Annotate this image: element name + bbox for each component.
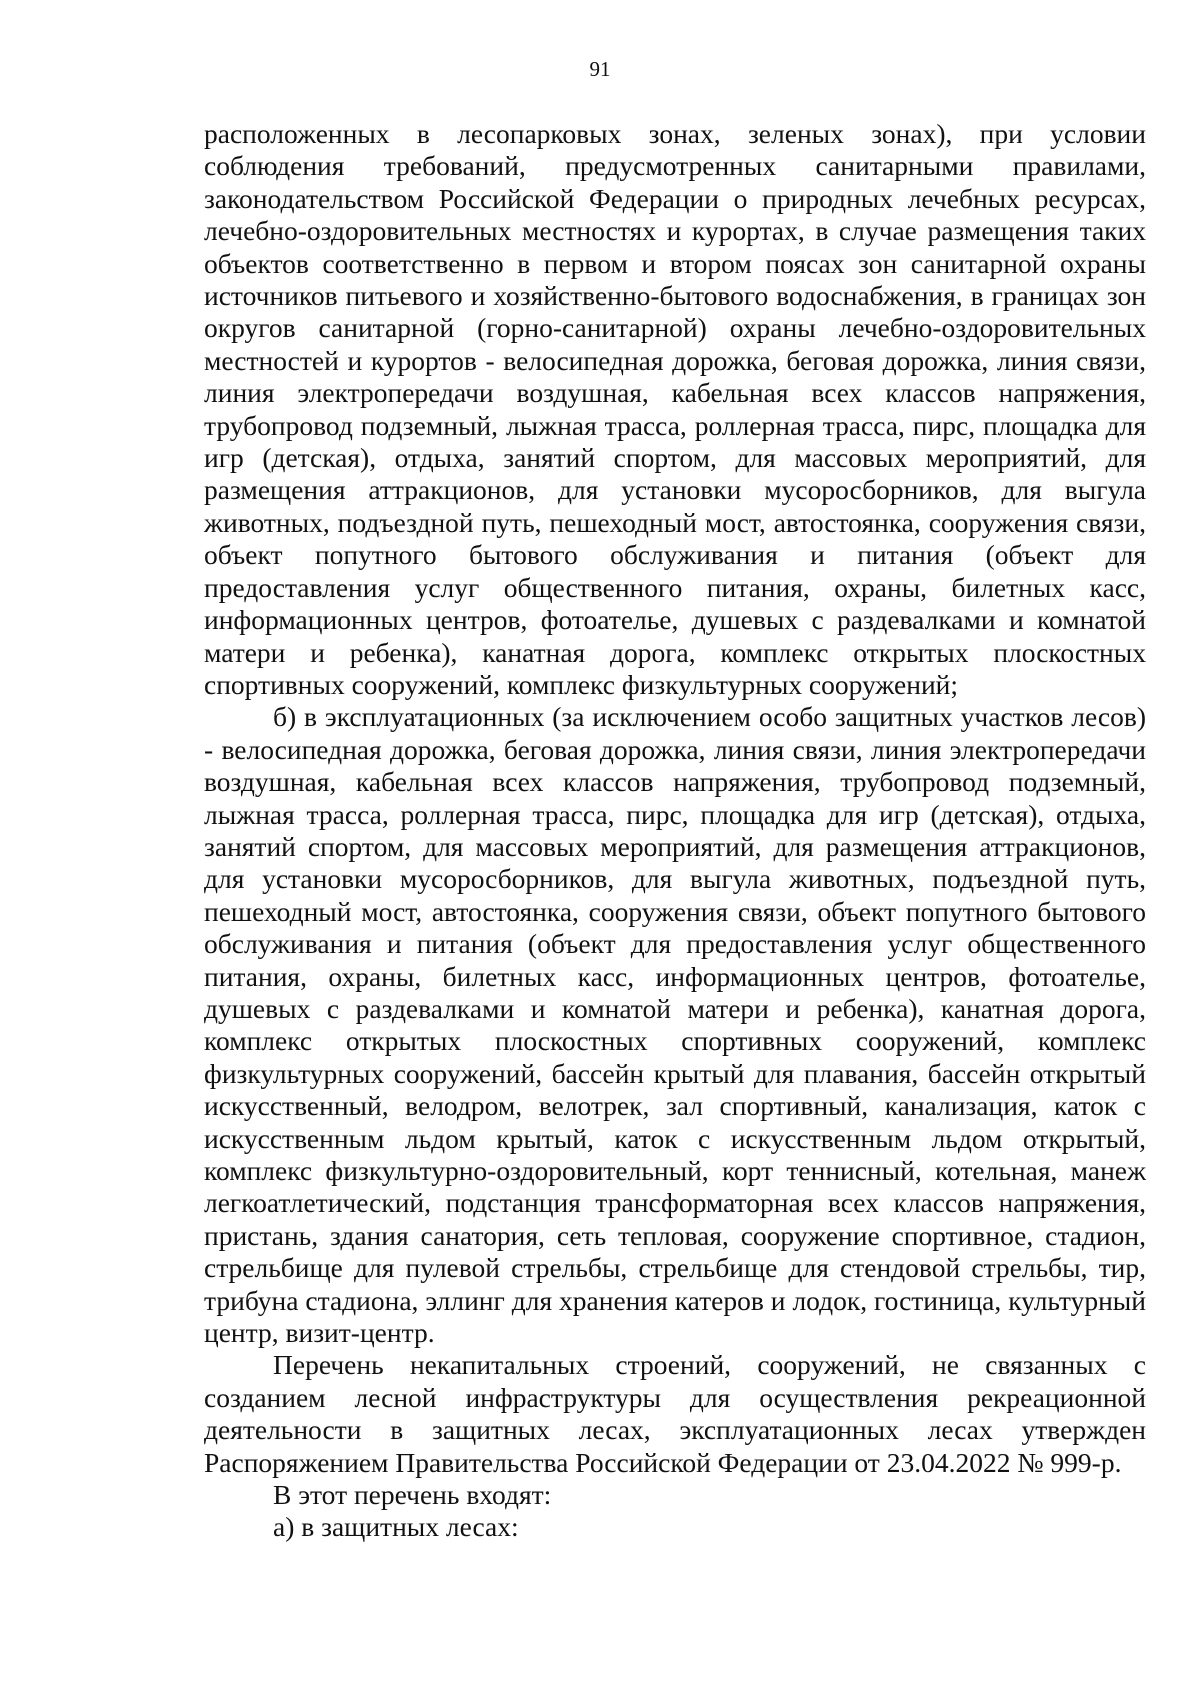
- paragraph-item-a: а) в защитных лесах:: [273, 1511, 519, 1543]
- paragraph-item-b: б) в эксплуатационных (за исключением особо защитных участков лесов) - велосипедная дорожка, беговая дорожка, линия связи, линия электропередачи воздушная, кабельная всех классов напряжения, трубопровод подземный, лыжная трасса, роллерная трасса, пирс, площадка для игр (детская), отдыха, занятий спортом, для массовых мероприятий, для размещения аттракционов, для установки мусоросборников, для выгула животных, подъездной путь, пешеходный мост, автостоянка, сооружения связи, объект попутного бытового обслуживания и питания (объект для предоставления услуг общественного питания, охраны, билетных касс, информационных центров, фотоателье, душевых с раздевалками и комнатой матери и ребенка), канатная дорога, комплекс открытых плоскостных спортивных сооружений, комплекс физкультурных сооружений, бассейн крытый для плавания, бассейн открытый искусственный, велодром, велотрек, зал спортивный, канализация, каток с искусственным льдом крытый, каток с искусственным льдом открытый, комплекс физкультурно-оздоровительный, корт теннисный, котельная, манеж легкоатлетический, подстанция трансформаторная всех классов напряжения, пристань, здания санатория, сеть тепловая, сооружение спортивное, стадион, стрельбище для пулевой стрельбы, стрельбище для стендовой стрельбы, тир, трибуна стадиона, эллинг для хранения катеров и лодок, гостиница, культурный центр, визит-центр.: [204, 701, 1146, 1349]
- body-text: [204, 118, 1146, 1544]
- paragraph-continuation: расположенных в лесопарковых зонах, зеленых зонах), при условии соблюдения требований, предусмотренных санитарными правилами, законодательством Российской Федерации о природных лечебных ресурсах, лечебно-оздоровительных местностях и курортах, в случае размещения таких объектов соответственно в первом и втором поясах зон санитарной охраны источников питьевого и хозяйственно-бытового водоснабжения, в границах зон округов санитарной (горно-санитарной) охраны лечебно-оздоровительных местностей и курортов - велосипедная дорожка, беговая дорожка, линия связи, линия электропередачи воздушная, кабельная всех классов напряжения, трубопровод подземный, лыжная трасса, роллерная трасса, пирс, площадка для игр (детская), отдыха, занятий спортом, для массовых мероприятий, для размещения аттракционов, для установки мусоросборников, для выгула животных, подъездной путь, пешеходный мост, автостоянка, сооружения связи, объект попутного бытового обслуживания и питания (объект для предоставления услуг общественного питания, охраны, билетных касс, информационных центров, фотоателье, душевых с раздевалками и комнатой матери и ребенка), канатная дорога, комплекс открытых плоскостных спортивных сооружений, комплекс физкультурных сооружений;: [204, 118, 1146, 700]
- page-number: 91: [589, 57, 611, 81]
- paragraph-list-intro: Перечень некапитальных строений, сооружений, не связанных с созданием лесной инфраструктуры для осуществления рекреационной деятельности в защитных лесах, эксплуатационных лесах утвержден Распоряжением Правительства Российской Федерации от 23.04.2022 № 999-р.: [204, 1349, 1146, 1478]
- paragraph-list-includes: В этот перечень входят:: [273, 1479, 552, 1511]
